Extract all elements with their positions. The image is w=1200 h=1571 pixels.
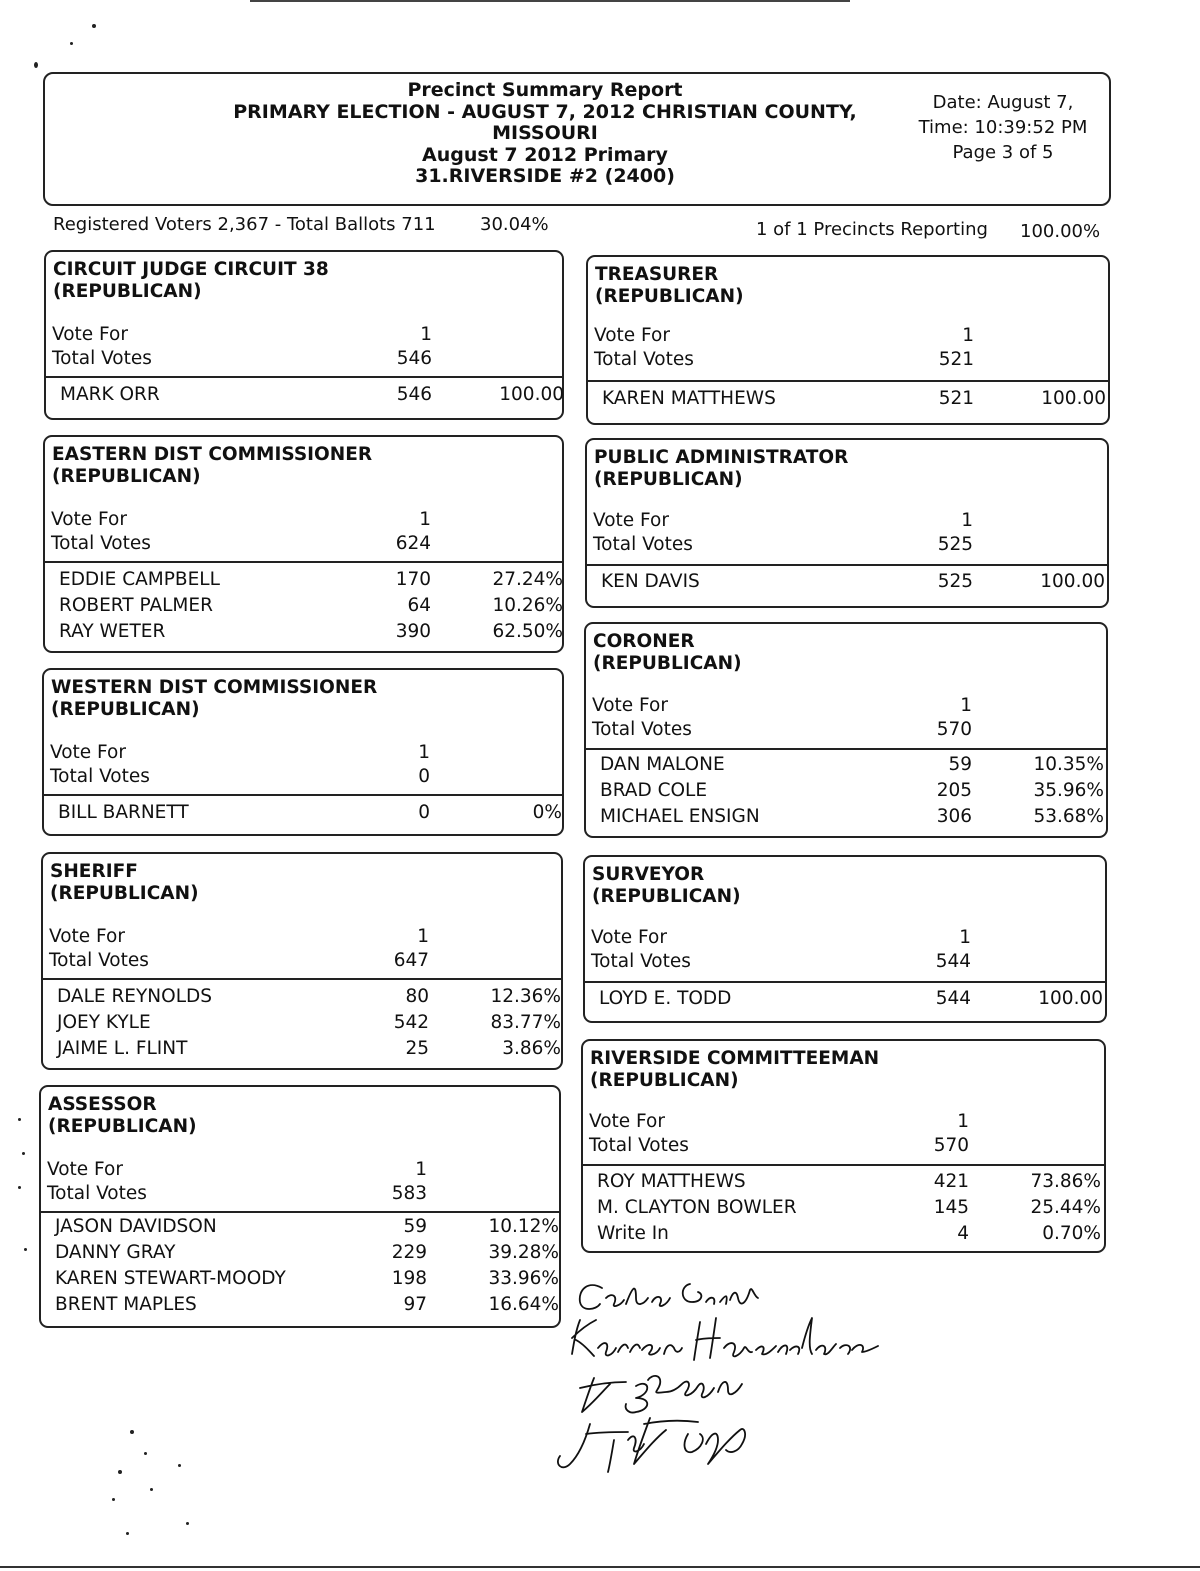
scan-speck (130, 1430, 134, 1434)
candidate-row (59, 567, 562, 593)
vote-for-row (591, 926, 1105, 950)
candidate-row (55, 1266, 559, 1292)
scan-speck (18, 1186, 21, 1189)
candidate-name: MICHAEL ENSIGN (600, 806, 760, 827)
candidate-name: KEN DAVIS (601, 571, 700, 592)
contest-title: CORONER (593, 631, 695, 652)
candidate-percent: 10.26% (492, 595, 563, 616)
vote-for-row-label: Vote For (51, 509, 127, 530)
candidate-percent: 53.68% (1033, 806, 1104, 827)
candidate-votes: 59 (948, 754, 972, 775)
total-votes-row (51, 532, 562, 556)
scan-speck (150, 1488, 153, 1491)
vote-for-row-label: Vote For (592, 695, 668, 716)
contest-title: WESTERN DIST COMMISSIONER (51, 677, 378, 698)
candidate-row (55, 1214, 559, 1240)
contest-title: SURVEYOR (592, 864, 705, 885)
candidate-name: DAN MALONE (600, 754, 725, 775)
contest-box (43, 435, 564, 653)
contest-title: EASTERN DIST COMMISSIONER (52, 444, 373, 465)
vote-for-row-value: 1 (420, 324, 432, 345)
candidate-percent: 35.96% (1033, 780, 1104, 801)
candidate-row (597, 1195, 1104, 1221)
total-votes-row (50, 765, 562, 789)
total-votes-row-label: Total Votes (49, 950, 149, 971)
contest-box (44, 250, 564, 420)
precinct-name: 31.RIVERSIDE #2 (2400) (415, 165, 675, 187)
candidate-name: ROY MATTHEWS (597, 1171, 746, 1192)
contest-divider (586, 748, 1106, 750)
contest-title-block (51, 677, 377, 721)
total-votes-row-value: 583 (391, 1183, 427, 1204)
contest-party: (REPUBLICAN) (53, 281, 202, 302)
total-votes-row-value: 570 (933, 1135, 969, 1156)
contest-party: (REPUBLICAN) (48, 1116, 197, 1137)
candidate-name: KAREN STEWART-MOODY (55, 1268, 286, 1289)
candidate-percent: 39.28% (488, 1242, 559, 1263)
total-votes-row (592, 718, 1106, 742)
candidate-votes: 229 (391, 1242, 427, 1263)
vote-for-row (592, 694, 1106, 718)
candidate-row (57, 1010, 561, 1036)
candidate-percent: 33.96% (488, 1268, 559, 1289)
total-votes-row-value: 546 (396, 348, 432, 369)
candidate-votes: 64 (407, 595, 431, 616)
contest-party: (REPUBLICAN) (592, 886, 741, 907)
signatures (540, 1268, 920, 1488)
contest-title-block (48, 1094, 197, 1138)
vote-for-row-value: 1 (417, 926, 429, 947)
candidate-percent: 3.86% (502, 1038, 561, 1059)
contest-title-block (50, 861, 199, 905)
contest-title: TREASURER (595, 264, 719, 285)
report-title-block (225, 80, 865, 188)
candidate-votes: 205 (936, 780, 972, 801)
precincts-reporting: 1 of 1 Precincts Reporting (756, 219, 988, 240)
scan-speck (18, 1118, 21, 1121)
scan-speck (126, 1532, 129, 1535)
candidate-votes: 390 (395, 621, 431, 642)
vote-for-row-label: Vote For (594, 325, 670, 346)
contest-box (586, 255, 1110, 425)
vote-for-row-value: 1 (419, 509, 431, 530)
candidate-votes: 198 (391, 1268, 427, 1289)
total-votes-row-label: Total Votes (594, 349, 694, 370)
candidate-percent: 27.24% (492, 569, 563, 590)
contest-box (583, 855, 1107, 1023)
total-votes-row (593, 533, 1107, 557)
total-votes-row-label: Total Votes (51, 533, 151, 554)
contest-title: CIRCUIT JUDGE CIRCUIT 38 (53, 259, 329, 280)
contest-title: PUBLIC ADMINISTRATOR (594, 447, 849, 468)
vote-for-row-label: Vote For (52, 324, 128, 345)
candidate-row (55, 1240, 559, 1266)
contest-title-block (595, 264, 744, 308)
candidate-name: DANNY GRAY (55, 1242, 176, 1263)
candidate-name: LOYD E. TODD (599, 988, 732, 1009)
contest-party: (REPUBLICAN) (590, 1070, 739, 1091)
vote-for-row-value: 1 (961, 510, 973, 531)
report-page: Page 3 of 5 (952, 142, 1054, 163)
candidate-votes: 544 (935, 988, 971, 1009)
scan-speck (92, 24, 96, 28)
total-votes-row (49, 949, 561, 973)
vote-for-row (50, 741, 562, 765)
vote-for-row-label: Vote For (593, 510, 669, 531)
contest-box (585, 438, 1109, 608)
candidate-row (602, 386, 1108, 412)
turnout-percent: 30.04% (480, 214, 549, 235)
report-header (43, 72, 1111, 206)
vote-for-row-value: 1 (957, 1111, 969, 1132)
vote-for-row-label: Vote For (591, 927, 667, 948)
candidate-percent: 12.36% (490, 986, 561, 1007)
report-title: Precinct Summary Report (407, 79, 683, 101)
report-time: Time: 10:39:52 PM (918, 117, 1088, 138)
election-subtitle: August 7 2012 Primary (422, 143, 668, 166)
candidate-percent: 73.86% (1030, 1171, 1101, 1192)
contest-box (42, 668, 564, 836)
scan-speck (22, 1152, 25, 1155)
candidate-name: BILL BARNETT (58, 802, 189, 823)
contest-box (39, 1085, 561, 1328)
vote-for-row-label: Vote For (49, 926, 125, 947)
vote-for-row-value: 1 (962, 325, 974, 346)
total-votes-row (594, 348, 1108, 372)
candidate-votes: 145 (933, 1197, 969, 1218)
candidate-votes: 80 (405, 986, 429, 1007)
total-votes-row-value: 624 (395, 533, 431, 554)
contest-title: ASSESSOR (48, 1094, 157, 1115)
contest-divider (41, 1211, 559, 1213)
candidate-name: EDDIE CAMPBELL (59, 569, 220, 590)
contest-party: (REPUBLICAN) (594, 469, 743, 490)
contest-box (584, 622, 1108, 838)
candidate-percent: 10.12% (488, 1216, 559, 1237)
scan-speck (144, 1452, 147, 1455)
total-votes-row-label: Total Votes (47, 1183, 147, 1204)
contest-party: (REPUBLICAN) (595, 286, 744, 307)
total-votes-row-value: 570 (936, 719, 972, 740)
candidate-row (600, 804, 1106, 830)
report-date: Date: August 7, (932, 92, 1074, 113)
vote-for-row-label: Vote For (589, 1111, 665, 1132)
candidate-row (600, 778, 1106, 804)
election-name: PRIMARY ELECTION - AUGUST 7, 2012 CHRISTIAN COUNTY, (233, 100, 857, 123)
candidate-votes: 4 (957, 1223, 969, 1244)
candidate-votes: 59 (403, 1216, 427, 1237)
candidate-votes: 25 (405, 1038, 429, 1059)
vote-for-row (51, 508, 562, 532)
contest-party: (REPUBLICAN) (51, 699, 200, 720)
total-votes-row-label: Total Votes (591, 951, 691, 972)
candidate-name: DALE REYNOLDS (57, 986, 212, 1007)
vote-for-row-value: 1 (959, 927, 971, 948)
candidate-row (55, 1292, 559, 1318)
report-meta (903, 90, 1103, 165)
total-votes-row-label: Total Votes (593, 534, 693, 555)
contest-box (581, 1039, 1106, 1253)
vote-for-row-value: 1 (415, 1159, 427, 1180)
total-votes-row-label: Total Votes (592, 719, 692, 740)
contest-divider (587, 564, 1107, 566)
candidate-percent: 100.00 (1040, 571, 1105, 592)
contest-title-block (590, 1048, 879, 1092)
total-votes-row-label: Total Votes (589, 1135, 689, 1156)
candidate-row (57, 1036, 561, 1062)
contest-divider (588, 380, 1108, 382)
candidate-row (597, 1221, 1104, 1247)
candidate-row (58, 800, 562, 826)
candidate-percent: 100.00 (499, 384, 564, 405)
candidate-votes: 97 (403, 1294, 427, 1315)
total-votes-row-label: Total Votes (50, 766, 150, 787)
candidate-name: JOEY KYLE (57, 1012, 151, 1033)
contest-divider (585, 981, 1105, 983)
candidate-votes: 170 (395, 569, 431, 590)
candidate-name: JASON DAVIDSON (55, 1216, 217, 1237)
total-votes-row (589, 1134, 1104, 1158)
vote-for-row (593, 509, 1107, 533)
contest-title: RIVERSIDE COMMITTEEMAN (590, 1048, 880, 1069)
election-state: MISSOURI (492, 122, 598, 144)
vote-for-row-value: 1 (960, 695, 972, 716)
contest-title-block (53, 259, 329, 303)
contest-party: (REPUBLICAN) (50, 883, 199, 904)
candidate-percent: 83.77% (490, 1012, 561, 1033)
vote-for-row (47, 1158, 559, 1182)
contest-title-block (52, 444, 372, 488)
candidate-votes: 521 (938, 388, 974, 409)
total-votes-row (52, 347, 562, 371)
candidate-votes: 525 (937, 571, 973, 592)
candidate-votes: 0 (418, 802, 430, 823)
contest-divider (44, 794, 562, 796)
candidate-row (59, 593, 562, 619)
total-votes-row (591, 950, 1105, 974)
contest-title-block (594, 447, 848, 491)
scan-speck (70, 42, 73, 45)
total-votes-row-value: 544 (935, 951, 971, 972)
total-votes-row-value: 525 (937, 534, 973, 555)
candidate-name: MARK ORR (60, 384, 160, 405)
contest-divider (46, 376, 562, 378)
candidate-name: BRENT MAPLES (55, 1294, 197, 1315)
vote-for-row (594, 324, 1108, 348)
candidate-row (59, 619, 562, 645)
candidate-percent: 25.44% (1030, 1197, 1101, 1218)
candidate-percent: 100.00 (1038, 988, 1103, 1009)
candidate-percent: 10.35% (1033, 754, 1104, 775)
candidate-votes: 546 (396, 384, 432, 405)
vote-for-row (49, 925, 561, 949)
candidate-votes: 542 (393, 1012, 429, 1033)
vote-for-row-label: Vote For (47, 1159, 123, 1180)
registered-voters-summary: Registered Voters 2,367 - Total Ballots 711 (53, 214, 436, 235)
contest-party: (REPUBLICAN) (593, 653, 742, 674)
candidate-percent: 100.00 (1041, 388, 1106, 409)
candidate-row (599, 986, 1105, 1012)
total-votes-row-value: 647 (393, 950, 429, 971)
candidate-percent: 16.64% (488, 1294, 559, 1315)
contest-box (41, 852, 563, 1070)
scan-speck (34, 62, 38, 68)
scan-speck (112, 1498, 115, 1501)
scan-bottom-line (0, 1566, 1200, 1568)
candidate-row (60, 382, 562, 408)
scan-speck (178, 1464, 181, 1467)
candidate-name: RAY WETER (59, 621, 166, 642)
contest-divider (583, 1164, 1104, 1166)
candidate-row (597, 1169, 1104, 1195)
scan-speck (118, 1470, 122, 1474)
total-votes-row-value: 521 (938, 349, 974, 370)
candidate-name: BRAD COLE (600, 780, 708, 801)
candidate-name: JAIME L. FLINT (57, 1038, 188, 1059)
total-votes-row (47, 1182, 559, 1206)
candidate-row (600, 752, 1106, 778)
candidate-percent: 0% (532, 802, 562, 823)
signature-image (540, 1268, 920, 1488)
vote-for-row-value: 1 (418, 742, 430, 763)
scan-top-line (250, 0, 850, 2)
candidate-name: Write In (597, 1223, 669, 1244)
candidate-name: KAREN MATTHEWS (602, 388, 776, 409)
vote-for-row-label: Vote For (50, 742, 126, 763)
contest-divider (43, 978, 561, 980)
contest-divider (45, 561, 562, 563)
candidate-row (57, 984, 561, 1010)
candidate-name: ROBERT PALMER (59, 595, 213, 616)
total-votes-row-label: Total Votes (52, 348, 152, 369)
precincts-reporting-percent: 100.00% (1020, 221, 1101, 242)
candidate-votes: 306 (936, 806, 972, 827)
candidate-row (601, 569, 1107, 595)
contest-title-block (593, 631, 742, 675)
total-votes-row-value: 0 (418, 766, 430, 787)
candidate-name: M. CLAYTON BOWLER (597, 1197, 797, 1218)
candidate-percent: 62.50% (492, 621, 563, 642)
scan-speck (24, 1248, 27, 1251)
vote-for-row (52, 323, 562, 347)
candidate-percent: 0.70% (1042, 1223, 1101, 1244)
candidate-votes: 421 (933, 1171, 969, 1192)
contest-title: SHERIFF (50, 861, 138, 882)
contest-title-block (592, 864, 741, 908)
contest-party: (REPUBLICAN) (52, 466, 201, 487)
scan-speck (186, 1522, 189, 1525)
vote-for-row (589, 1110, 1104, 1134)
